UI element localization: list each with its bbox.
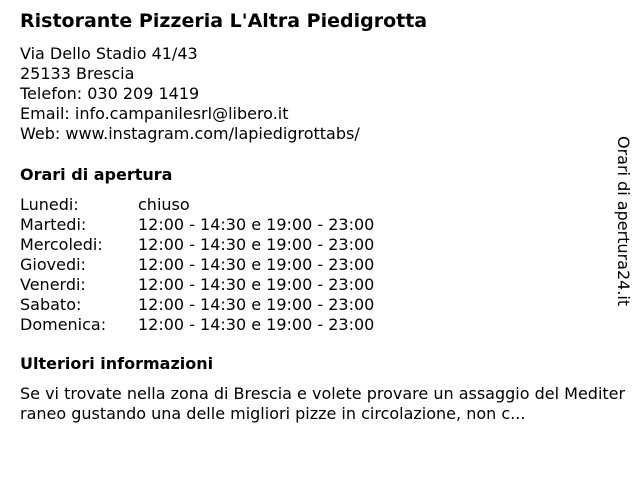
time-value: 12:00 - 14:30 e 19:00 - 23:00 bbox=[138, 215, 375, 234]
email[interactable]: Email: info.campanilesrl@libero.it bbox=[20, 104, 289, 123]
site-watermark-label: Orari di apertura24.it bbox=[614, 136, 633, 307]
hours-row bbox=[20, 295, 374, 315]
day-label: Martedi: bbox=[20, 215, 87, 234]
phone[interactable]: Telefon: 030 209 1419 bbox=[20, 84, 200, 103]
hours-row bbox=[20, 235, 374, 255]
day-label: Sabato: bbox=[20, 295, 82, 314]
hours-row bbox=[20, 275, 374, 295]
time-value: chiuso bbox=[138, 195, 190, 214]
street-address: Via Dello Stadio 41/43 bbox=[20, 44, 198, 63]
time-value: 12:00 - 14:30 e 19:00 - 23:00 bbox=[138, 315, 375, 334]
day-label: Domenica: bbox=[20, 315, 107, 334]
time-value: 12:00 - 14:30 e 19:00 - 23:00 bbox=[138, 295, 375, 314]
hours-row bbox=[20, 215, 374, 235]
more-info-heading: Ulteriori informazioni bbox=[20, 354, 214, 373]
page-title: Ristorante Pizzeria L'Altra Piedigrotta bbox=[20, 10, 428, 32]
hours-row bbox=[20, 255, 374, 275]
time-value: 12:00 - 14:30 e 19:00 - 23:00 bbox=[138, 235, 375, 254]
time-value: 12:00 - 14:30 e 19:00 - 23:00 bbox=[138, 275, 375, 294]
more-info-text: Se vi trovate nella zona di Brescia e volete provare un assaggio del Mediterraneo gustando una delle migliori pizze in circolazione, non c... bbox=[20, 384, 626, 423]
hours-heading: Orari di apertura bbox=[20, 165, 173, 184]
day-label: Venerdi: bbox=[20, 275, 86, 294]
day-label: Mercoledi: bbox=[20, 235, 103, 254]
hours-row bbox=[20, 195, 374, 215]
hours-row bbox=[20, 315, 374, 335]
day-label: Lunedi: bbox=[20, 195, 79, 214]
city: 25133 Brescia bbox=[20, 64, 135, 83]
day-label: Giovedi: bbox=[20, 255, 86, 274]
website[interactable]: Web: www.instagram.com/lapiedigrottabs/ bbox=[20, 124, 360, 143]
hours-table bbox=[20, 195, 374, 335]
address-block bbox=[20, 44, 360, 144]
time-value: 12:00 - 14:30 e 19:00 - 23:00 bbox=[138, 255, 375, 274]
